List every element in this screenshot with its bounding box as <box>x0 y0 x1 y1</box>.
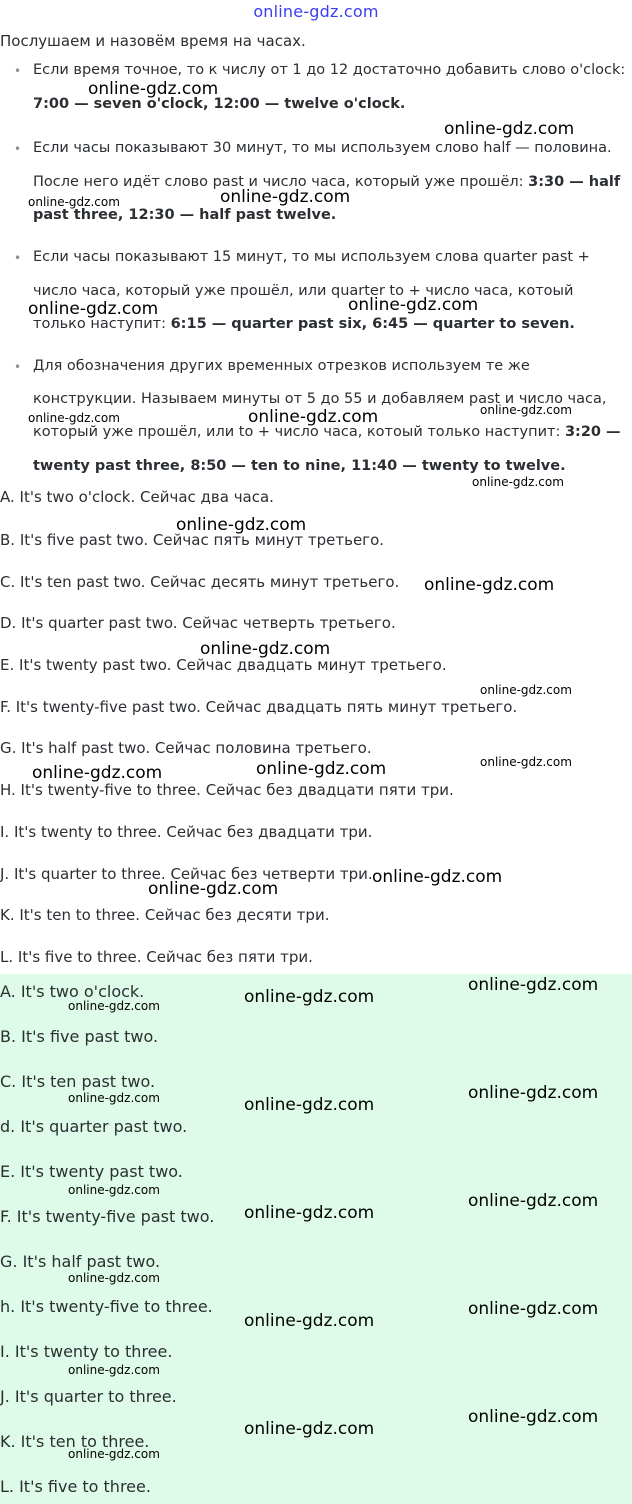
rule-line: конструкции. Называем минуты от 5 до 55 и добавляем past и число часа, <box>33 391 607 407</box>
example-item: K. It's ten to three. Сейчас без десяти три. <box>0 906 330 924</box>
example-item: B. It's five past two. Сейчас пять минут третьего. <box>0 531 385 549</box>
watermark: online-gdz.com <box>480 683 572 697</box>
watermark: online-gdz.com <box>244 1203 375 1223</box>
example-item: D. It's quarter past two. Сейчас четверть третьего. <box>0 614 396 632</box>
rule-line: twenty past three, 8:50 — ten to nine, 11:40 — twenty to twelve. <box>33 458 566 474</box>
watermark: online-gdz.com <box>68 1447 160 1461</box>
rule-line: только наступит: 6:15 — quarter past six, 6:45 — quarter to seven. <box>33 316 575 332</box>
answer-item: d. It's quarter past two. <box>0 1117 188 1136</box>
watermark: online-gdz.com <box>244 987 375 1007</box>
rule-line: Для обозначения других временных отрезков используем те же <box>33 358 530 374</box>
watermark: online-gdz.com <box>200 639 331 659</box>
watermark: online-gdz.com <box>244 1419 375 1439</box>
answer-item: B. It's five past two. <box>0 1027 159 1046</box>
watermark: online-gdz.com <box>244 1311 375 1331</box>
example-item: H. It's twenty-five to three. Сейчас без двадцати пяти три. <box>0 781 454 799</box>
watermark: online-gdz.com <box>472 475 564 489</box>
rule-line: 7:00 — seven o'clock, 12:00 — twelve o'clock. <box>33 96 406 112</box>
intro-text: Послушаем и назовём время на часах. <box>0 32 306 50</box>
watermark: online-gdz.com <box>68 1363 160 1377</box>
watermark: online-gdz.com <box>348 295 479 315</box>
example-item: L. It's five to three. Сейчас без пяти три. <box>0 948 313 966</box>
example-item: F. It's twenty-five past two. Сейчас двадцать пять минут третьего. <box>0 698 518 716</box>
watermark: online-gdz.com <box>424 575 555 595</box>
answer-item: K. It's ten to three. <box>0 1432 150 1451</box>
answer-item: L. It's five to three. <box>0 1477 151 1496</box>
rule-line: Если часы показывают 15 минут, то мы используем слова quarter past + <box>33 249 590 265</box>
watermark: online-gdz.com <box>68 1183 160 1197</box>
answer-item: A. It's two o'clock. <box>0 982 145 1001</box>
watermark: online-gdz.com <box>468 1191 599 1211</box>
rule-line: past three, 12:30 — half past twelve. <box>33 207 337 223</box>
answer-item: h. It's twenty-five to three. <box>0 1297 213 1316</box>
bullet: • <box>14 251 22 265</box>
watermark: online-gdz.com <box>32 763 163 783</box>
example-item: G. It's half past two. Сейчас половина третьего. <box>0 739 372 757</box>
rule-line: который уже прошёл, или to + число часа, котоый только наступит: 3:20 — <box>33 424 621 440</box>
bullet: • <box>14 64 22 78</box>
watermark: online-gdz.com <box>68 1091 160 1105</box>
watermark: online-gdz.com <box>68 999 160 1013</box>
rule-line: Если часы показывают 30 минут, то мы используем слово half — половина. <box>33 140 612 156</box>
watermark: online-gdz.com <box>148 879 279 899</box>
rule-line: Если время точное, то к числу от 1 до 12 достаточно добавить слово o'clock: <box>33 62 626 78</box>
watermark: online-gdz.com <box>68 1271 160 1285</box>
example-item: J. It's quarter to three. Сейчас без четверти три. <box>0 865 373 883</box>
example-item: C. It's ten past two. Сейчас десять минут третьего. <box>0 573 400 591</box>
watermark: online-gdz.com <box>28 195 120 209</box>
example-item: A. It's two o'clock. Сейчас два часа. <box>0 488 274 506</box>
answer-item: C. It's ten past two. <box>0 1072 156 1091</box>
answer-item: F. It's twenty-five past two. <box>0 1207 215 1226</box>
example-item: I. It's twenty to three. Сейчас без двадцати три. <box>0 823 373 841</box>
watermark: online-gdz.com <box>220 187 351 207</box>
bullet: • <box>14 360 22 374</box>
watermark: online-gdz.com <box>28 411 120 425</box>
answer-item: J. It's quarter to three. <box>0 1387 177 1406</box>
bullet: • <box>14 142 22 156</box>
answer-item: I. It's twenty to three. <box>0 1342 173 1361</box>
watermark: online-gdz.com <box>88 79 219 99</box>
watermark: online-gdz.com <box>480 403 572 417</box>
watermark: online-gdz.com <box>468 1407 599 1427</box>
watermark: online-gdz.com <box>244 1095 375 1115</box>
answer-item: E. It's twenty past two. <box>0 1162 183 1181</box>
rule-line: После него идёт слово past и число часа, который уже прошёл: 3:30 — half <box>33 174 621 190</box>
watermark: online-gdz.com <box>444 119 575 139</box>
example-item: E. It's twenty past two. Сейчас двадцать минут третьего. <box>0 656 447 674</box>
watermark: online-gdz.com <box>468 1083 599 1103</box>
answer-item: G. It's half past two. <box>0 1252 161 1271</box>
watermark: online-gdz.com <box>248 407 379 427</box>
watermark: online-gdz.com <box>480 755 572 769</box>
watermark: online-gdz.com <box>256 759 387 779</box>
rule-line: число часа, который уже прошёл, или quarter to + число часа, котоый <box>33 283 574 299</box>
watermark: online-gdz.com <box>468 975 599 995</box>
site-header: online-gdz.com <box>253 2 379 21</box>
watermark: online-gdz.com <box>28 299 159 319</box>
watermark: online-gdz.com <box>468 1299 599 1319</box>
watermark: online-gdz.com <box>176 515 307 535</box>
watermark: online-gdz.com <box>372 867 503 887</box>
